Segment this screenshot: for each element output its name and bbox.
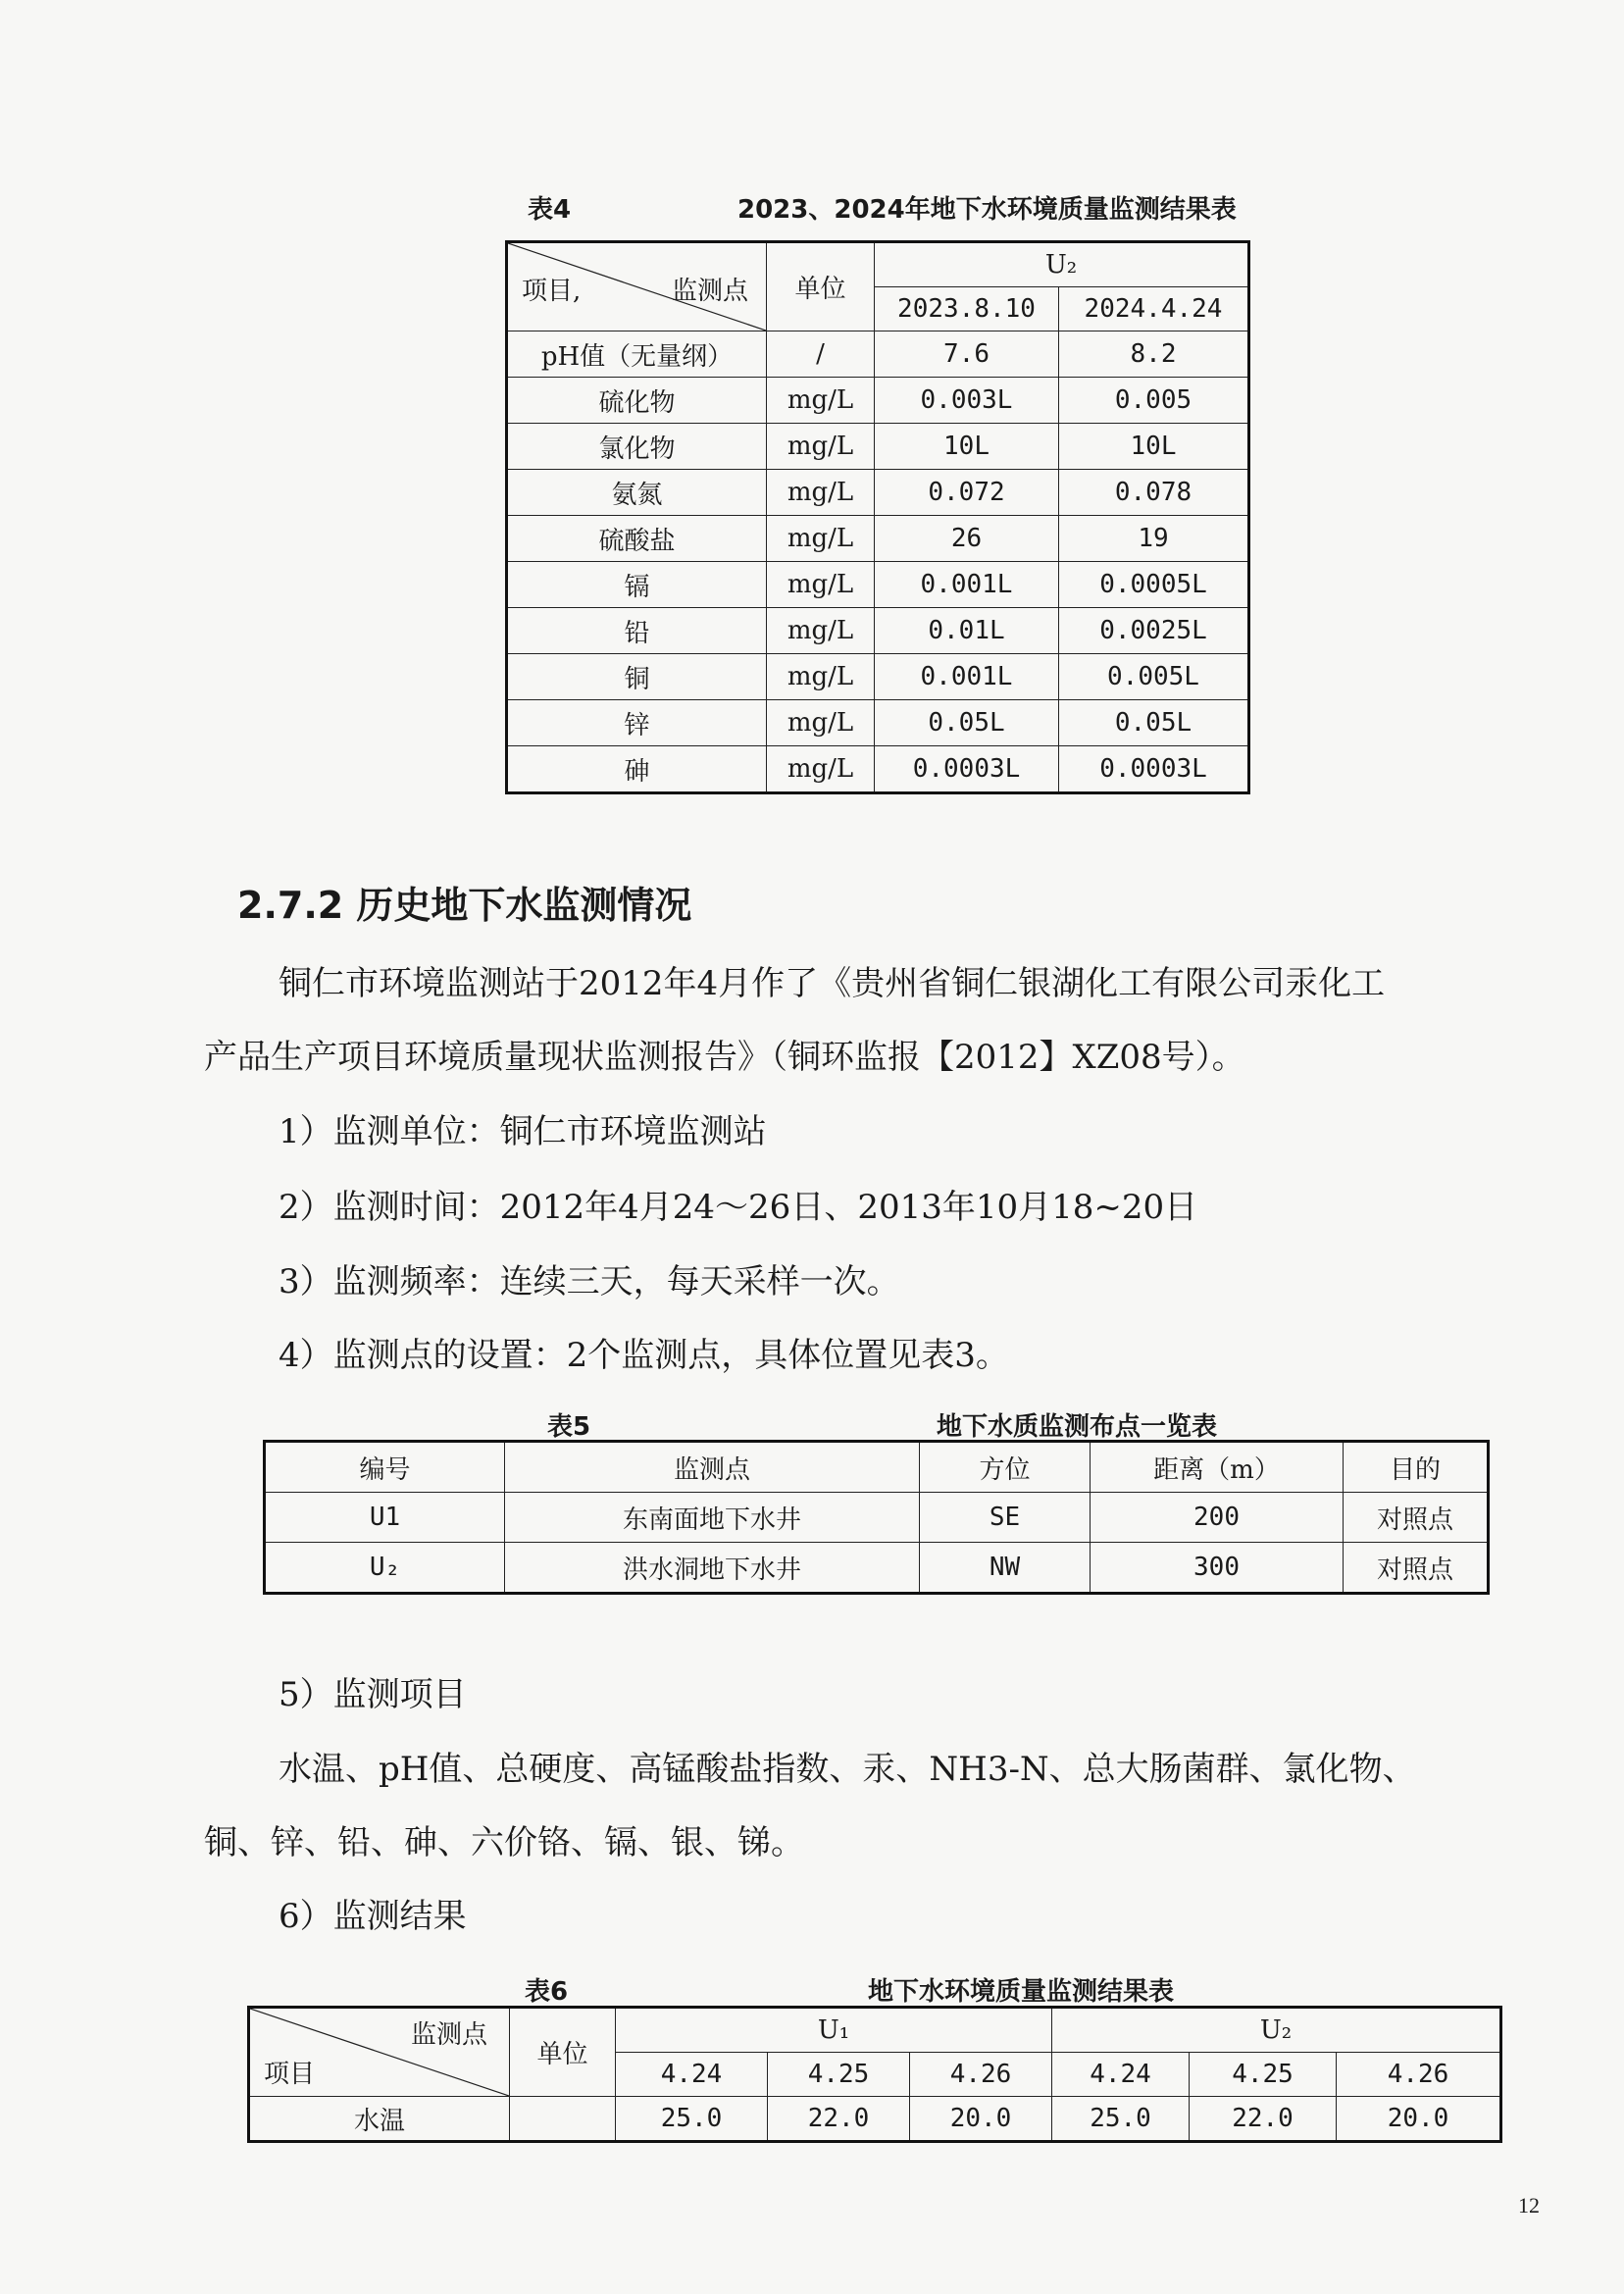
table4-cell: 0.0003L bbox=[1059, 746, 1249, 793]
table4-cell: 0.005L bbox=[1059, 654, 1249, 700]
table6-date: 4.24 bbox=[1052, 2053, 1190, 2097]
table4-cell: 0.001L bbox=[875, 654, 1059, 700]
table5 bbox=[263, 1440, 1490, 1595]
table6-date: 4.26 bbox=[1337, 2053, 1501, 2097]
table4-cell: 0.0025L bbox=[1059, 608, 1249, 654]
table5-header-cell: 距离（m） bbox=[1091, 1442, 1344, 1493]
table-row bbox=[265, 1493, 1489, 1543]
table4-row-unit: mg/L bbox=[767, 470, 875, 516]
table6-row-name: 水温 bbox=[249, 2097, 510, 2142]
table4-row-unit: mg/L bbox=[767, 516, 875, 562]
table6-cell: 20.0 bbox=[910, 2097, 1052, 2142]
table4-date-1: 2023.8.10 bbox=[875, 287, 1059, 331]
table4-row-unit: mg/L bbox=[767, 608, 875, 654]
table5-title: 地下水质监测布点一览表 bbox=[937, 1412, 1218, 1442]
table4-cell: 0.003L bbox=[875, 378, 1059, 424]
table4-cell: 0.01L bbox=[875, 608, 1059, 654]
table6-date: 4.24 bbox=[616, 2053, 768, 2097]
table4-row-name: 砷 bbox=[507, 746, 767, 793]
table6-label: 表6 bbox=[525, 1977, 569, 2007]
table6-point-header: 监测点 bbox=[410, 2020, 487, 2050]
table-row bbox=[507, 700, 1249, 746]
table6-cell: 22.0 bbox=[768, 2097, 910, 2142]
table5-cell: 东南面地下水井 bbox=[505, 1493, 920, 1543]
table4-cell: 0.0003L bbox=[875, 746, 1059, 793]
table6 bbox=[247, 2006, 1502, 2143]
table4-row-unit: mg/L bbox=[767, 562, 875, 608]
table6-corner-header bbox=[249, 2008, 510, 2097]
table-row bbox=[507, 378, 1249, 424]
item5-line-1: 水温、pH值、总硬度、高锰酸盐指数、汞、NH3-N、总大肠菌群、氯化物、 bbox=[279, 1750, 1416, 1789]
table4-row-name: 铜 bbox=[507, 654, 767, 700]
table5-header-cell: 方位 bbox=[920, 1442, 1091, 1493]
table-row bbox=[507, 470, 1249, 516]
table4-row-name: 锌 bbox=[507, 700, 767, 746]
table6-cell: 20.0 bbox=[1337, 2097, 1501, 2142]
table-row bbox=[249, 2097, 1501, 2142]
table4-row-name: 硫化物 bbox=[507, 378, 767, 424]
table4-row-unit: mg/L bbox=[767, 700, 875, 746]
list-item: 4）监测点的设置：2个监测点，具体位置见表3。 bbox=[279, 1336, 1009, 1375]
table-row bbox=[507, 608, 1249, 654]
table5-cell: U₂ bbox=[265, 1543, 505, 1594]
intro-line-2: 产品生产项目环境质量现状监测报告》（铜环监报【2012】XZ08号）。 bbox=[204, 1038, 1245, 1077]
table-row bbox=[507, 654, 1249, 700]
item6-heading: 6）监测结果 bbox=[279, 1897, 467, 1936]
table4-unit-header: 单位 bbox=[767, 242, 875, 331]
table4-cell: 0.005 bbox=[1059, 378, 1249, 424]
table5-cell: 对照点 bbox=[1344, 1493, 1489, 1543]
table4-cell: 0.001L bbox=[875, 562, 1059, 608]
table6-station-u2: U₂ bbox=[1052, 2008, 1501, 2053]
table6-cell: 25.0 bbox=[1052, 2097, 1190, 2142]
table5-cell: 300 bbox=[1091, 1543, 1344, 1594]
table5-header-cell: 编号 bbox=[265, 1442, 505, 1493]
table6-cell: 25.0 bbox=[616, 2097, 768, 2142]
table4-cell: 0.05L bbox=[875, 700, 1059, 746]
table6-date: 4.25 bbox=[768, 2053, 910, 2097]
table4-row-name: 硫酸盐 bbox=[507, 516, 767, 562]
table4-row-unit: mg/L bbox=[767, 378, 875, 424]
table4-label: 表4 bbox=[528, 195, 572, 225]
table4-row-name: pH值（无量纲） bbox=[507, 331, 767, 378]
table4-date-2: 2024.4.24 bbox=[1059, 287, 1249, 331]
table5-cell: U1 bbox=[265, 1493, 505, 1543]
table6-date: 4.26 bbox=[910, 2053, 1052, 2097]
table4-row-name: 铅 bbox=[507, 608, 767, 654]
list-item: 3）监测频率：连续三天，每天采样一次。 bbox=[279, 1262, 900, 1301]
table4-cell: 0.05L bbox=[1059, 700, 1249, 746]
table5-header-cell: 监测点 bbox=[505, 1442, 920, 1493]
table4-cell: 8.2 bbox=[1059, 331, 1249, 378]
table-row bbox=[507, 562, 1249, 608]
table6-title: 地下水环境质量监测结果表 bbox=[868, 1977, 1175, 2007]
table4-corner-header bbox=[507, 242, 767, 331]
table4 bbox=[505, 240, 1250, 794]
table4-cell: 0.072 bbox=[875, 470, 1059, 516]
table6-date: 4.25 bbox=[1190, 2053, 1337, 2097]
table5-cell: 200 bbox=[1091, 1493, 1344, 1543]
table6-item-header: 项目 bbox=[264, 2060, 316, 2089]
list-item: 1）监测单位：铜仁市环境监测站 bbox=[279, 1112, 767, 1151]
table5-cell: 洪水洞地下水井 bbox=[505, 1543, 920, 1594]
table4-station-header: U₂ bbox=[875, 242, 1249, 287]
table-row bbox=[507, 516, 1249, 562]
table4-cell: 19 bbox=[1059, 516, 1249, 562]
table5-cell: 对照点 bbox=[1344, 1543, 1489, 1594]
table4-row-name: 氨氮 bbox=[507, 470, 767, 516]
table5-label: 表5 bbox=[547, 1412, 591, 1442]
table-row bbox=[507, 424, 1249, 470]
table4-cell: 10L bbox=[875, 424, 1059, 470]
table5-cell: NW bbox=[920, 1543, 1091, 1594]
page-number: 12 bbox=[1518, 2193, 1540, 2218]
table5-header-cell: 目的 bbox=[1344, 1442, 1489, 1493]
table-row bbox=[265, 1543, 1489, 1594]
table4-item-header: 项目, bbox=[522, 277, 582, 306]
table5-cell: SE bbox=[920, 1493, 1091, 1543]
table6-row-unit bbox=[510, 2097, 616, 2142]
table4-point-header: 监测点 bbox=[671, 277, 748, 306]
table6-station-u1: U₁ bbox=[616, 2008, 1052, 2053]
table4-cell: 0.0005L bbox=[1059, 562, 1249, 608]
item5-heading: 5）监测项目 bbox=[279, 1675, 467, 1714]
table-row bbox=[507, 331, 1249, 378]
table4-row-unit: mg/L bbox=[767, 746, 875, 793]
table4-row-unit: mg/L bbox=[767, 654, 875, 700]
list-item: 2）监测时间：2012年4月24～26日、2013年10月18~20日 bbox=[279, 1188, 1198, 1227]
table6-unit-header: 单位 bbox=[510, 2008, 616, 2097]
item5-line-2: 铜、锌、铅、砷、六价铬、镉、银、锑。 bbox=[204, 1823, 804, 1862]
table4-row-name: 氯化物 bbox=[507, 424, 767, 470]
table4-cell: 7.6 bbox=[875, 331, 1059, 378]
table-row bbox=[507, 746, 1249, 793]
table4-row-unit: mg/L bbox=[767, 424, 875, 470]
section-heading: 2.7.2 历史地下水监测情况 bbox=[237, 884, 692, 927]
table4-row-name: 镉 bbox=[507, 562, 767, 608]
intro-line-1: 铜仁市环境监测站于2012年4月作了《贵州省铜仁银湖化工有限公司汞化工 bbox=[279, 964, 1386, 1003]
table4-row-unit: / bbox=[767, 331, 875, 378]
table4-cell: 0.078 bbox=[1059, 470, 1249, 516]
table4-cell: 10L bbox=[1059, 424, 1249, 470]
table6-cell: 22.0 bbox=[1190, 2097, 1337, 2142]
table4-cell: 26 bbox=[875, 516, 1059, 562]
table4-title: 2023、2024年地下水环境质量监测结果表 bbox=[737, 195, 1237, 225]
